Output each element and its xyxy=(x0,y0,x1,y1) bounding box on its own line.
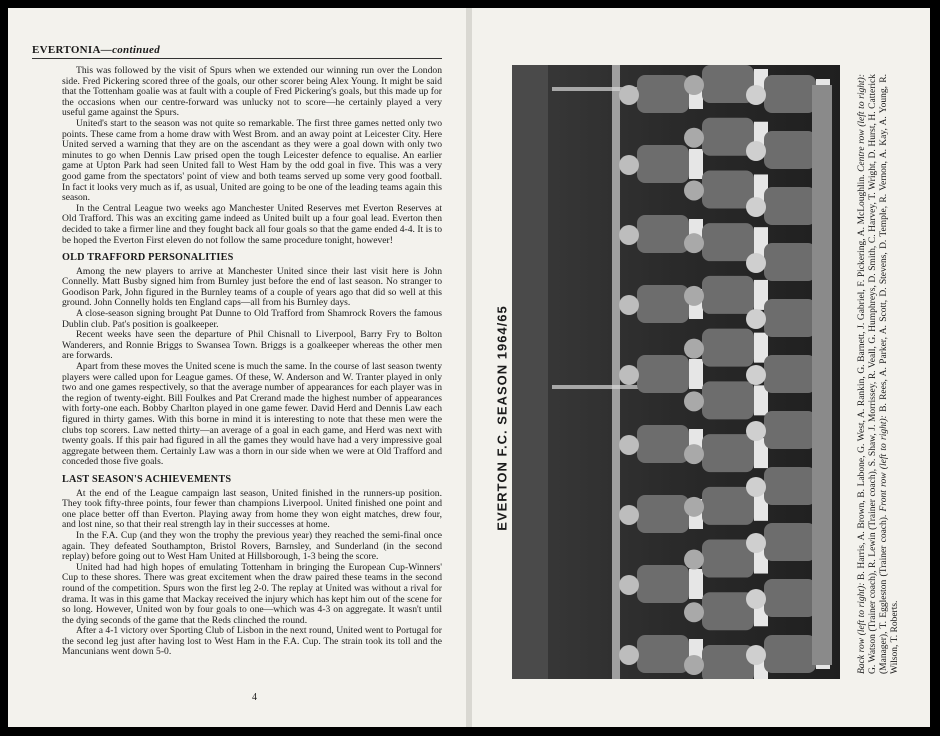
paragraph: United's start to the season was not quite so remarkable. The first three games netted only two points. These came from a home draw with West Brom. and an away point at Leicester City. Here United served a warning that they are on the ascendant as they were a goal down with only two minutes to go when Dennis Law prised open the tough Leicester defence to equalise. An earlier game at Upton Park had seen United fall to West Ham by the odd goal in five. This was a very good game from the spectators' point of view and both teams served up some very good football. In fact it looks very much as if, as usual, United are going to be one of the leading teams again this season. xyxy=(62,117,442,204)
player-body xyxy=(637,635,689,673)
paragraph: In the F.A. Cup (and they won the trophy the previous year) they reached the semi-final once again. They defeated Southampton, Bristol Rovers, Barnsley, and Sunderland (in the second replay) before going out to West Ham United at Hillsborough, 1-3 being the score. xyxy=(62,529,442,563)
player-body xyxy=(637,565,689,603)
right-page xyxy=(472,8,930,727)
player-head xyxy=(746,477,766,497)
player-head xyxy=(619,155,639,175)
paragraph: Recent weeks have seen the departure of Phil Chisnall to Liverpool, Barry Fry to Bolton Wanderers, and Ronnie Briggs to Swansea Town. Briggs is a goalkeeper whereas the other men are forwards. xyxy=(62,329,442,362)
player-body xyxy=(764,355,816,393)
running-head xyxy=(32,44,442,59)
caption-back-label: Back row (left to right): xyxy=(857,582,867,674)
section-heading-old-trafford-personalities: OLD TRAFFORD PERSONALITIES xyxy=(62,252,234,264)
player-body xyxy=(764,523,816,561)
player-head xyxy=(619,505,639,525)
paragraph: United had had high hopes of emulating Tottenham in bringing the European Cup-Winners' Cup to these shores. There was great excitement when the draw paired these teams in the second round of the competition. Spurs won the first leg 2-0. The replay at United was without a rival for drama. It was in this game that Mackay received the injury which has kept him out of the scene for so long. However, United won by four goals to one—which was 4-3 on aggregate. It wasn't until the dying seconds of the game that the Reds clinched the round. xyxy=(62,561,442,626)
player-head xyxy=(684,233,704,253)
player-body xyxy=(764,131,816,169)
player-body xyxy=(764,299,816,337)
player-head xyxy=(746,309,766,329)
player-head xyxy=(684,550,704,570)
player-body xyxy=(637,425,689,463)
player-head xyxy=(746,253,766,273)
player-body xyxy=(702,381,754,419)
caption-centre-row: G. Watson (Trainer coach), R. Lewin (Trainer coach), S. Shaw, J. Morrissey, R. Veall, G. Humphreys, D. Smith, C. Harvey, T. Wright, D. Hurst, H. Catterick (Manager), T. Eggleston (Trainer coach). xyxy=(868,74,889,674)
paragraph: Among the new players to arrive at Manchester United since their last visit here is John Connelly. Matt Busby signed him from Burnley just before the end of last season. No stranger to Goodison Park, John figured in the Burnley teams of a couple of years ago that did so well at this ground. John Connelly holds ten England caps—all from his Burnley days. xyxy=(62,265,442,309)
player-head xyxy=(684,602,704,622)
player-body xyxy=(637,495,689,533)
player-body xyxy=(702,65,754,103)
player-body xyxy=(764,635,816,673)
caption-centre-label: Centre row (left to right): xyxy=(857,74,867,172)
player-head xyxy=(619,225,639,245)
section-heading-last-seasons-achievements: LAST SEASON'S ACHIEVEMENTS xyxy=(62,473,232,485)
paragraph: A close-season signing brought Pat Dunne to Old Trafford from Shamrock Rovers the famous Dublin club. Pat's position is goalkeeper. xyxy=(62,308,442,330)
player-head xyxy=(684,655,704,675)
player-head xyxy=(619,645,639,665)
caption-front-row: B. Rees, A. Parker, A. Scott, D. Stevens, D. Temple, R. Vernon, A. Kay, A. Young, R. Wilson, T. Roberts. xyxy=(879,74,900,674)
page-number: 4 xyxy=(252,692,257,703)
player-shorts xyxy=(689,359,703,389)
player-body xyxy=(764,467,816,505)
player-head xyxy=(684,180,704,200)
paragraph: In the Central League two weeks ago Manchester United Reserves met Everton Reserves at Old Trafford. This was an exciting game indeed as United built up a four goal lead. Everton then decided to take a firmer line and they fought back all four goals so that the game ended 4-4. It is to be hoped the Everton First eleven do not follow the same procedure tonight, however! xyxy=(62,202,442,246)
caption-front-label: Front row (left to right): xyxy=(879,415,889,512)
article-text xyxy=(62,66,442,658)
player-head xyxy=(684,444,704,464)
front-row-legs xyxy=(812,85,832,665)
player-body xyxy=(637,75,689,113)
player-head xyxy=(684,75,704,95)
player-head xyxy=(684,497,704,517)
player-head xyxy=(619,85,639,105)
player-head xyxy=(746,85,766,105)
player-head xyxy=(619,365,639,385)
player-head xyxy=(746,197,766,217)
paragraph: Apart from these moves the United scene is much the same. In the course of last season twenty players were called upon for League games. Of these, W. Anderson and W. Tranter played in only two and one games respectively, so that the average number of appearances for each player was in the region of twenty-eight. Bill Foulkes and Pat Crerand made the highest number of appearances with forty-one each. Bobby Charlton played in one game fewer. David Herd and Dennis Law each figured in thirty games. With this borne in mind it is interesting to note that these men were the clubs top scorers. Law netted thirty—an average of a goal in each game, and Herd was next with twenty goals. If this pair had figured in all the games they would have had a very impressive goal aggregate between them. Certainly Law was a thorn in our side when we were at Old Trafford and conceded those five goals. xyxy=(62,361,442,468)
player-body xyxy=(637,355,689,393)
player-shorts xyxy=(689,149,703,179)
player-head xyxy=(619,575,639,595)
team-photo xyxy=(512,65,840,679)
player-body xyxy=(702,645,754,679)
player-body xyxy=(764,75,816,113)
player-body xyxy=(702,329,754,367)
player-head xyxy=(619,295,639,315)
photo-title: EVERTON F.C. SEASON 1964/65 xyxy=(494,305,510,531)
player-body xyxy=(637,145,689,183)
running-head-dash: — xyxy=(100,44,113,56)
paragraph: This was followed by the visit of Spurs when we extended our winning run over the London side. Fred Pickering scored three of the goals, our other scorer being Alex Young. It might be said that the Tottenham goalie was at fault with a couple of Fred Pickering's goals, but this made up for the occasions when our centre-forward was unlucky not to score—he certainly played a very useful game against the Spurs. xyxy=(62,65,442,119)
player-head xyxy=(746,645,766,665)
player-shorts xyxy=(689,569,703,599)
player-head xyxy=(684,391,704,411)
player-body xyxy=(764,411,816,449)
player-body xyxy=(702,223,754,261)
player-head xyxy=(746,533,766,553)
left-page xyxy=(8,8,466,727)
paragraph: After a 4-1 victory over Sporting Club of Lisbon in the next round, United went to Portugal for the second leg just after having lost to West Ham in the F.A. Cup. The strain took its toll and the Mancunians went down 5-0. xyxy=(62,625,442,658)
player-head xyxy=(684,128,704,148)
player-body xyxy=(702,276,754,314)
player-body xyxy=(764,187,816,225)
player-body xyxy=(637,215,689,253)
caption-back-row: B. Harris, A. Brown, B. Labone, G. West, A. Rankin, G. Barnett, J. Gabriel, F. Pickering, A. McLoughlin. xyxy=(857,171,867,583)
player-head xyxy=(746,589,766,609)
player-body xyxy=(702,487,754,525)
player-body xyxy=(764,243,816,281)
player-body xyxy=(702,540,754,578)
player-head xyxy=(684,286,704,306)
player-head xyxy=(746,365,766,385)
running-head-continued: continued xyxy=(112,44,160,56)
player-head xyxy=(684,339,704,359)
player-body xyxy=(764,579,816,617)
player-head xyxy=(746,141,766,161)
paragraph: At the end of the League campaign last season, United finished in the runners-up position. They took fifty-three points, four fewer than champions Liverpool. United finished one point and one place better off than Everton. Playing away from home they won eight matches, drew four, and lost nine, so that their real strength lay in their successes at home. xyxy=(62,487,442,531)
photo-caption xyxy=(852,72,906,676)
player-body xyxy=(702,170,754,208)
player-head xyxy=(746,421,766,441)
player-body xyxy=(637,285,689,323)
running-head-title: EVERTONIA xyxy=(32,44,101,56)
player-body xyxy=(702,434,754,472)
player-head xyxy=(619,435,639,455)
